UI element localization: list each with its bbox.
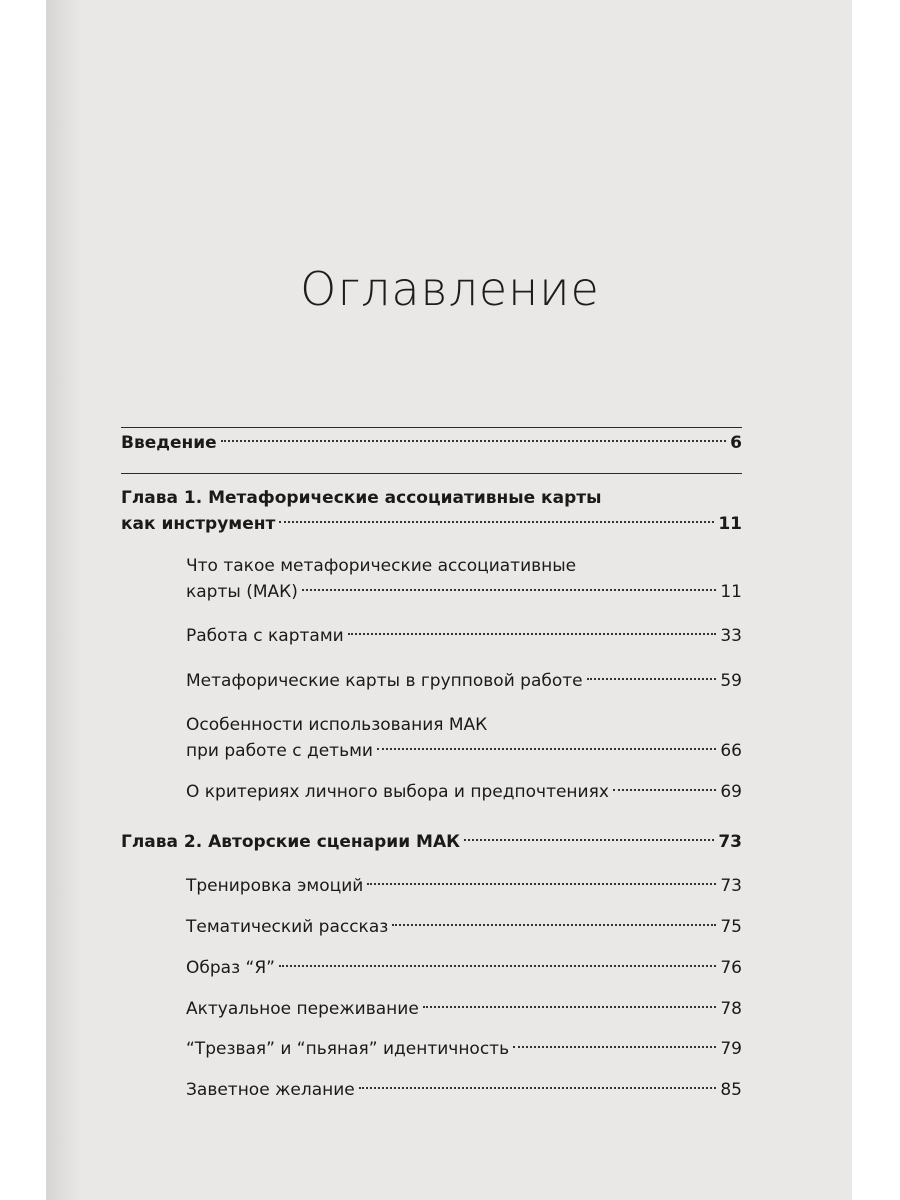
toc-entry-page: 6 [730, 433, 742, 453]
toc-entry-page: 73 [718, 832, 742, 852]
toc-entry-text: О критериях личного выбора и предпочтениях [186, 782, 609, 802]
toc-entry-section [186, 955, 742, 981]
toc-entry-section [186, 779, 742, 805]
dot-leader [377, 748, 716, 750]
toc-entry-first-line: Что такое метафорические ассоциативные [186, 556, 577, 576]
toc-entry-section [186, 914, 742, 940]
top-rule [121, 427, 742, 428]
toc-entry-text: Заветное желание [186, 1080, 355, 1100]
toc-entry-section [186, 1077, 742, 1103]
toc-entry-text: Введение [121, 433, 217, 453]
toc-entry-page: 11 [720, 582, 742, 602]
toc-entry-first-line: Особенности использования МАК [186, 715, 488, 735]
dot-leader [513, 1046, 716, 1048]
toc-entry-text: Актуальное переживание [186, 999, 419, 1019]
toc-entry-text: Метафорические карты в групповой работе [186, 671, 583, 691]
toc-entry-section [186, 1036, 742, 1062]
toc-entry-page: 69 [720, 782, 742, 802]
toc-entry-text: при работе с детьми [186, 741, 373, 761]
toc-entry-page: 66 [720, 741, 742, 761]
dot-leader [464, 839, 714, 841]
dot-leader [423, 1006, 717, 1008]
toc-entry-page: 79 [720, 1039, 742, 1059]
toc-entry-section [186, 553, 742, 605]
middle-rule [121, 473, 742, 474]
dot-leader [348, 633, 717, 635]
toc-entry-page: 11 [718, 514, 742, 534]
dot-leader [359, 1087, 717, 1089]
toc-entry-section [186, 996, 742, 1022]
toc-entry-text: Тренировка эмоций [186, 876, 364, 896]
dot-leader [221, 440, 726, 442]
page-title: Оглавление [300, 262, 600, 316]
toc-entry-first-line: Глава 1. Метафорические ассоциативные карты [121, 488, 602, 508]
toc-entry-chapter-2 [121, 829, 742, 855]
page-fold-shadow [46, 0, 82, 1200]
toc-entry-page: 73 [720, 876, 742, 896]
toc-entry-page: 78 [720, 999, 742, 1019]
toc-entry-text: как инструмент [121, 514, 276, 534]
toc-entry-page: 85 [720, 1080, 742, 1100]
dot-leader [279, 521, 714, 523]
toc-entry-section [186, 668, 742, 694]
dot-leader [613, 789, 716, 791]
toc-entry-text: Образ “Я” [186, 958, 275, 978]
toc-entry-page: 76 [720, 958, 742, 978]
toc-entry-text: Тематический рассказ [186, 917, 389, 937]
toc-entry-page: 59 [720, 671, 742, 691]
dot-leader [279, 965, 716, 967]
toc-entry-section [186, 712, 742, 764]
toc-entry-text: “Трезвая” и “пьяная” идентичность [186, 1039, 510, 1059]
toc-entry-introduction [121, 430, 742, 456]
dot-leader [367, 883, 716, 885]
dot-leader [392, 924, 716, 926]
toc-entry-text: Работа с картами [186, 626, 344, 646]
toc-entry-text: карты (МАК) [186, 582, 298, 602]
toc-entry-chapter-1 [121, 485, 742, 537]
toc-entry-section [186, 873, 742, 899]
dot-leader [302, 589, 717, 591]
toc-entry-page: 33 [720, 626, 742, 646]
toc-entry-page: 75 [720, 917, 742, 937]
dot-leader [587, 678, 717, 680]
toc-entry-text: Глава 2. Авторские сценарии МАК [121, 832, 461, 852]
toc-entry-section [186, 623, 742, 649]
